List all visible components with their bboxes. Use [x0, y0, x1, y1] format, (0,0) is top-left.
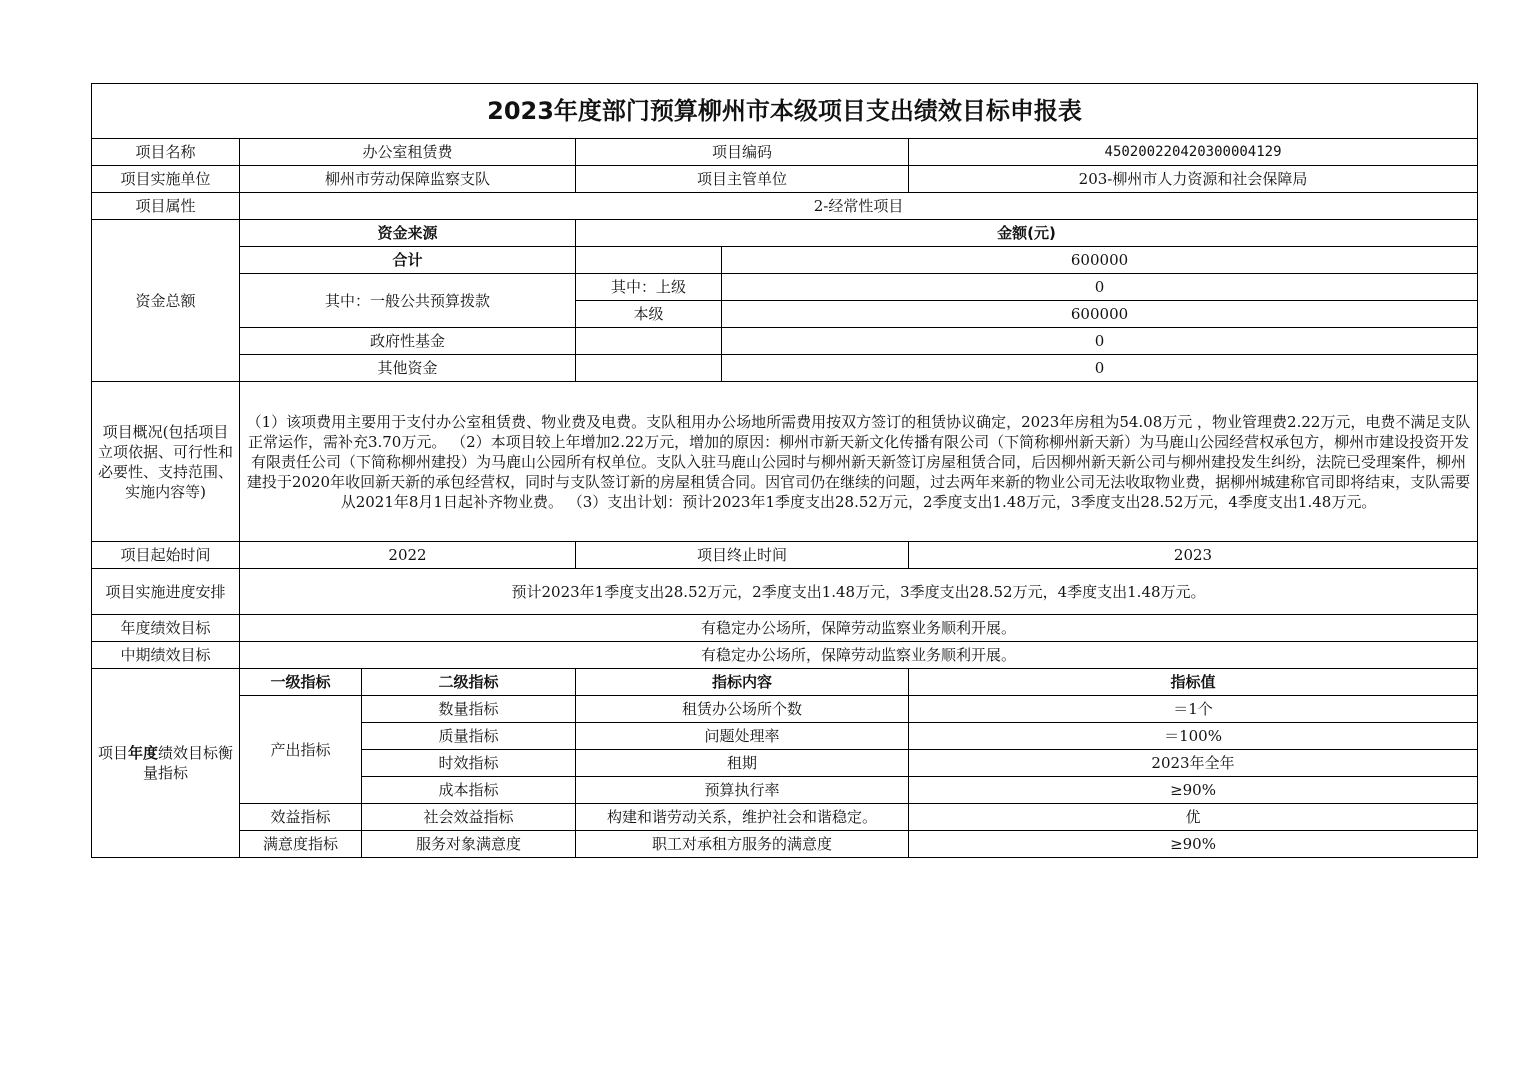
end-time-value: 2023	[909, 542, 1478, 569]
indicator-level2: 数量指标	[362, 696, 576, 723]
fund-other-value: 0	[722, 355, 1478, 382]
indicators-label-post: 绩效目标衡量指标	[142, 744, 234, 782]
fund-total-value: 600000	[722, 247, 1478, 274]
indicator-level2: 质量指标	[362, 723, 576, 750]
project-code-value: 450200220420300004129	[909, 139, 1478, 166]
fund-upper-value: 0	[722, 274, 1478, 301]
indicator-content: 租赁办公场所个数	[576, 696, 909, 723]
header-level1: 一级指标	[240, 669, 362, 696]
indicator-value: ＝1个	[909, 696, 1478, 723]
annual-goal-label: 年度绩效目标	[92, 615, 240, 642]
indicator-value: ≥90%	[909, 777, 1478, 804]
fund-amount-header: 金额(元)	[576, 220, 1478, 247]
benefit-indicator-label: 效益指标	[240, 804, 362, 831]
fund-other-sub-blank	[576, 355, 722, 382]
fund-gov-value: 0	[722, 328, 1478, 355]
header-level2: 二级指标	[362, 669, 576, 696]
start-time-label: 项目起始时间	[92, 542, 240, 569]
end-time-label: 项目终止时间	[576, 542, 909, 569]
performance-goal-table	[91, 83, 1478, 858]
fund-gov-label: 政府性基金	[240, 328, 576, 355]
indicator-level2: 时效指标	[362, 750, 576, 777]
indicator-content: 问题处理率	[576, 723, 909, 750]
project-name-value: 办公室租赁费	[240, 139, 576, 166]
project-name-label: 项目名称	[92, 139, 240, 166]
mgr-unit-value: 203-柳州市人力资源和社会保障局	[909, 166, 1478, 193]
indicator-level2: 社会效益指标	[362, 804, 576, 831]
indicator-content: 职工对承租方服务的满意度	[576, 831, 909, 858]
project-code-label: 项目编码	[576, 139, 909, 166]
impl-unit-value: 柳州市劳动保障监察支队	[240, 166, 576, 193]
schedule-text: 预计2023年1季度支出28.52万元，2季度支出1.48万元，3季度支出28.52万元，4季度支出1.48万元。	[240, 569, 1478, 615]
start-time-value: 2022	[240, 542, 576, 569]
indicator-level2: 成本指标	[362, 777, 576, 804]
annual-goal-text: 有稳定办公场所，保障劳动监察业务顺利开展。	[240, 615, 1478, 642]
fund-total-label: 合计	[240, 247, 576, 274]
fund-general-label: 其中：一般公共预算拨款	[240, 274, 576, 328]
fund-local-label: 本级	[576, 301, 722, 328]
indicator-value: ≥90%	[909, 831, 1478, 858]
fund-gov-sub-blank	[576, 328, 722, 355]
schedule-label: 项目实施进度安排	[92, 569, 240, 615]
project-attr-label: 项目属性	[92, 193, 240, 220]
fund-local-value: 600000	[722, 301, 1478, 328]
page-title: 2023年度部门预算柳州市本级项目支出绩效目标申报表	[92, 84, 1478, 139]
mgr-unit-label: 项目主管单位	[576, 166, 909, 193]
fund-source-header: 资金来源	[240, 220, 576, 247]
project-attr-value: 2-经常性项目	[240, 193, 1478, 220]
indicator-content: 预算执行率	[576, 777, 909, 804]
header-value: 指标值	[909, 669, 1478, 696]
overview-label: 项目概况(包括项目立项依据、可行性和必要性、支持范围、实施内容等)	[92, 382, 240, 542]
indicator-value: 优	[909, 804, 1478, 831]
indicators-label	[92, 669, 240, 858]
funds-total-label: 资金总额	[92, 220, 240, 382]
indicators-label-pre: 项目	[97, 744, 128, 762]
impl-unit-label: 项目实施单位	[92, 166, 240, 193]
header-content: 指标内容	[576, 669, 909, 696]
fund-other-label: 其他资金	[240, 355, 576, 382]
satisfaction-indicator-label: 满意度指标	[240, 831, 362, 858]
indicator-value: ＝100%	[909, 723, 1478, 750]
mid-goal-label: 中期绩效目标	[92, 642, 240, 669]
fund-total-sub-blank	[576, 247, 722, 274]
mid-goal-text: 有稳定办公场所，保障劳动监察业务顺利开展。	[240, 642, 1478, 669]
output-indicator-label: 产出指标	[240, 696, 362, 804]
overview-text: （1）该项费用主要用于支付办公室租赁费、物业费及电费。支队租用办公场地所需费用按双方签订的租赁协议确定，2023年房租为54.08万元 ，物业管理费2.22万元，电费不满足支队正常运作，需补充3.70万元。 （2）本项目较上年增加2.22万元，增加的原因：柳州市新天新文化传播有限公司（下简称柳州新天新）为马鹿山公园经营权承包方，柳州市建设投资开发有限责任公司（下简称柳州建投）为马鹿山公园所有权单位。支队入驻马鹿山公园时与柳州新天新签订房屋租赁合同，后因柳州新天新公司与柳州建投发生纠纷，法院已受理案件，柳州建投于2020年收回新天新的承包经营权，同时与支队签订新的房屋租赁合同。因官司仍在继续的问题，过去两年来新的物业公司无法收取物业费，据柳州城建称官司即将结束，支队需要从2021年8月1日起补齐物业费。 （3）支出计划：预计2023年1季度支出28.52万元，2季度支出1.48万元，3季度支出28.52万元，4季度支出1.48万元。	[240, 382, 1478, 542]
indicator-value: 2023年全年	[909, 750, 1478, 777]
indicator-level2: 服务对象满意度	[362, 831, 576, 858]
indicator-content: 构建和谐劳动关系，维护社会和谐稳定。	[576, 804, 909, 831]
indicator-content: 租期	[576, 750, 909, 777]
fund-upper-label: 其中：上级	[576, 274, 722, 301]
indicators-label-bold: 年度	[127, 744, 158, 762]
